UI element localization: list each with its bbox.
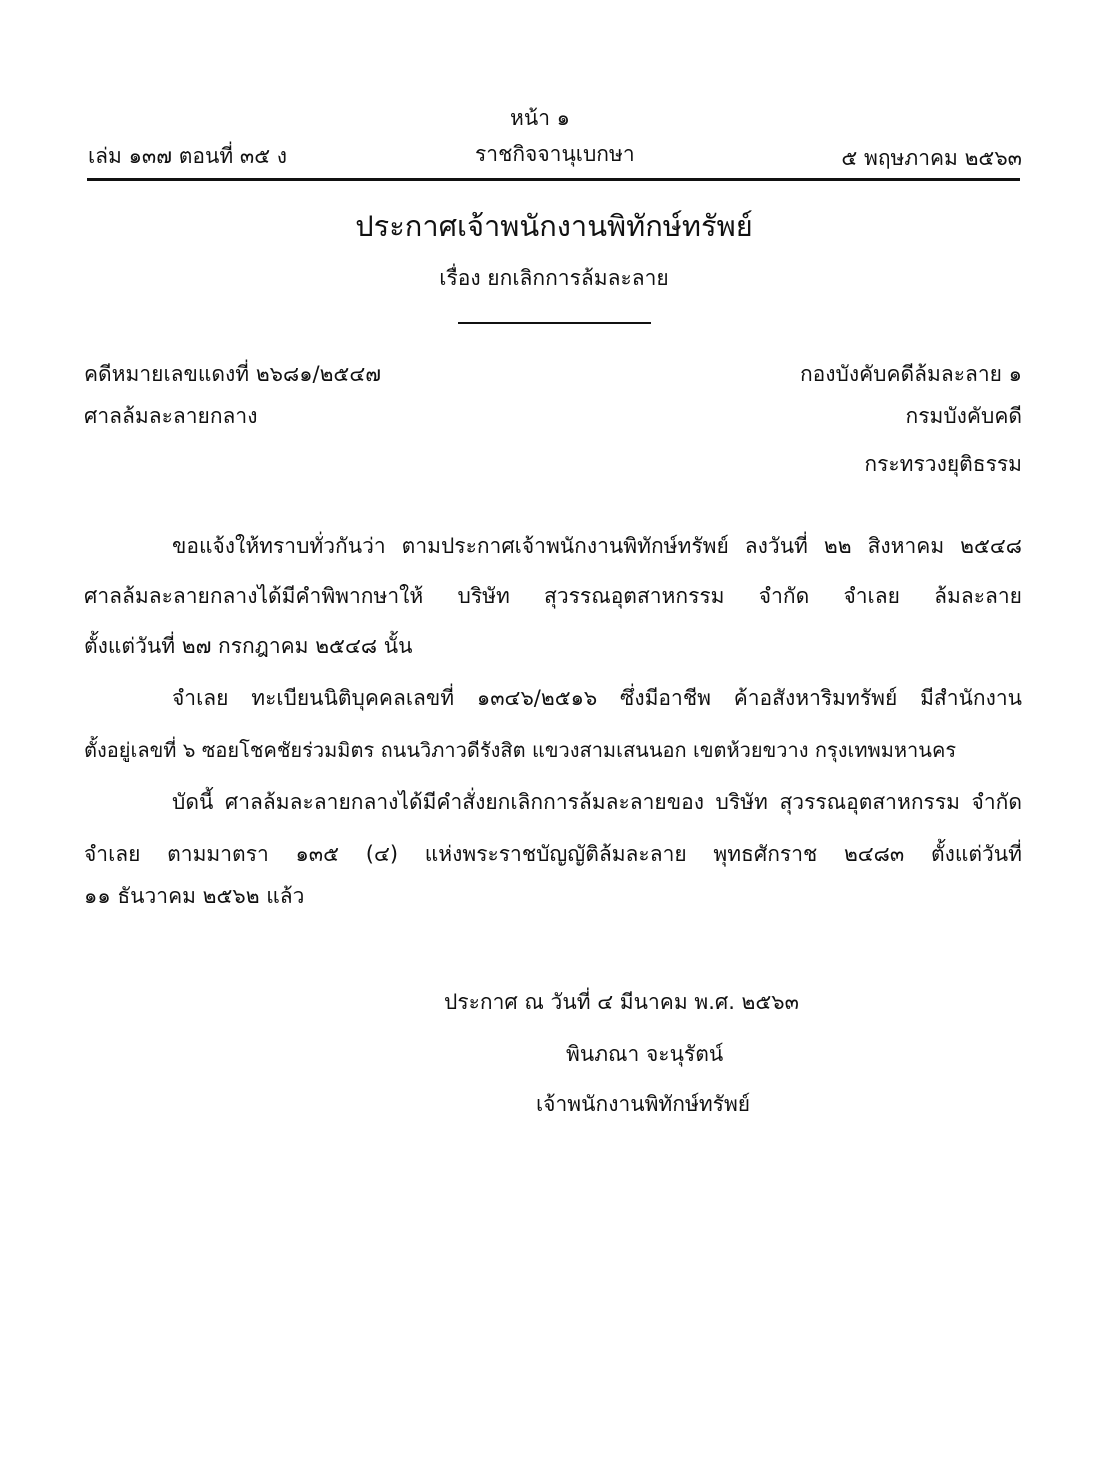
volume-issue: เล่ม ๑๓๗ ตอนที่ ๓๕ ง — [88, 144, 288, 168]
paragraph-2-line-2: ตั้งอยู่เลขที่ ๖ ซอยโชคชัยร่วมมิตร ถนนวิภาวดีรังสิต แขวงสามเสนนอก เขตห้วยขวาง กรุงเทพมหานคร — [84, 738, 957, 762]
paragraph-2-line-1: จำเลย ทะเบียนนิติบุคคลเลขที่ ๑๓๔๖/๒๕๑๖ ซึ่งมีอาชีพ ค้าอสังหาริมทรัพย์ มีสำนักงาน — [172, 686, 1022, 710]
gazette-name: ราชกิจจานุเบกษา — [475, 142, 635, 166]
signatory-position: เจ้าพนักงานพิทักษ์ทรัพย์ — [536, 1092, 751, 1116]
paragraph-1-line-2: ศาลล้มละลายกลางได้มีคำพิพากษาให้ บริษัท สุวรรณอุตสาหกรรม จำกัด จำเลย ล้มละลาย — [84, 584, 1022, 608]
gazette-date: ๕ พฤษภาคม ๒๕๖๓ — [841, 146, 1022, 170]
title-underline — [458, 322, 651, 324]
ministry-name: กระทรวงยุติธรรม — [864, 452, 1022, 476]
paragraph-3-line-2: จำเลย ตามมาตรา ๑๓๕ (๔) แห่งพระราชบัญญัติล้มละลาย พุทธศักราช ๒๔๘๓ ตั้งแต่วันที่ — [84, 842, 1022, 866]
page-number: หน้า ๑ — [510, 106, 570, 130]
paragraph-1-line-3: ตั้งแต่วันที่ ๒๗ กรกฎาคม ๒๕๔๘ นั้น — [84, 634, 413, 658]
paragraph-3-line-3: ๑๑ ธันวาคม ๒๕๖๒ แล้ว — [84, 884, 305, 908]
subject-line: เรื่อง ยกเลิกการล้มละลาย — [439, 266, 669, 290]
announcement-date: ประกาศ ณ วันที่ ๔ มีนาคม พ.ศ. ๒๕๖๓ — [444, 990, 799, 1014]
case-number: คดีหมายเลขแดงที่ ๒๖๘๑/๒๕๔๗ — [84, 362, 382, 386]
enforcement-division: กองบังคับคดีล้มละลาย ๑ — [799, 362, 1022, 386]
page-title: ประกาศเจ้าพนักงานพิทักษ์ทรัพย์ — [355, 209, 753, 243]
paragraph-3-line-1: บัดนี้ ศาลล้มละลายกลางได้มีคำสั่งยกเลิกการล้มละลายของ บริษัท สุวรรณอุตสาหกรรม จำกัด — [172, 790, 1022, 814]
header-divider — [87, 178, 1020, 181]
paragraph-1-line-1: ขอแจ้งให้ทราบทั่วกันว่า ตามประกาศเจ้าพนักงานพิทักษ์ทรัพย์ ลงวันที่ ๒๒ สิงหาคม ๒๕๔๘ — [172, 534, 1022, 558]
signatory-name: พินภณา จะนุรัตน์ — [566, 1042, 724, 1066]
court-name: ศาลล้มละลายกลาง — [84, 404, 258, 428]
enforcement-department: กรมบังคับคดี — [905, 404, 1022, 428]
